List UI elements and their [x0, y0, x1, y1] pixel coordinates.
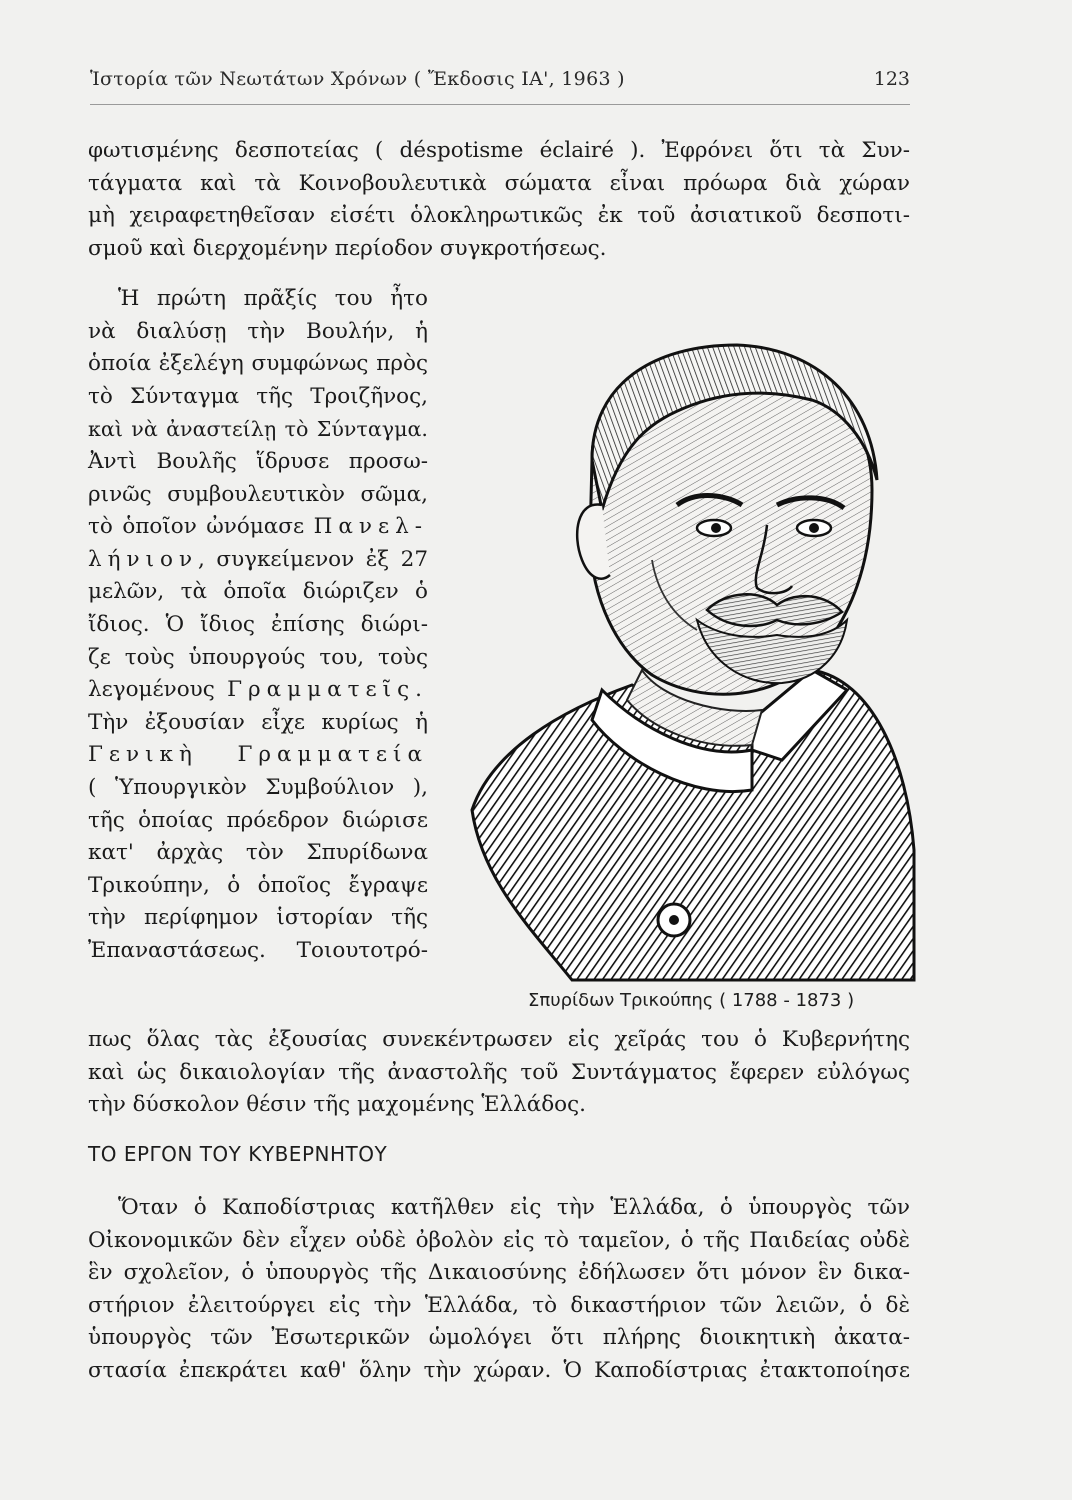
text-line: ζε τοὺς ὑπουργούς του, τοὺς [88, 644, 428, 670]
text-line [88, 544, 428, 577]
paragraph-continuation [88, 1024, 910, 1122]
text-line: Τὴν ἐξουσίαν εἶχε κυρίως ἡ [88, 709, 428, 735]
text-line: Τρικούπην, ὁ ὁποῖος ἔγραψε [88, 872, 428, 898]
spaced-term: Πανελ- [313, 514, 428, 540]
paragraph-governor-work [88, 1192, 910, 1388]
text-line [88, 511, 428, 544]
text-line: ( Ὑπουργικὸν Συμβούλιον ), [88, 774, 428, 800]
header-title: Ἱστορία τῶν Νεωτάτων Χρόνων ( Ἔκδοσις ΙΑ', 1963 ) [90, 68, 625, 90]
text-line: κατ' ἀρχὰς τὸν Σπυρίδωνα [88, 840, 428, 866]
text-line: Ἀντὶ Βουλῆς ἵδρυσε προσω- [88, 448, 428, 474]
section-heading: ΤΟ ΕΡΓΟΝ ΤΟΥ ΚΥΒΕΡΝΗΤΟΥ [88, 1142, 388, 1166]
text-line: καὶ νὰ ἀναστείλῃ τὸ Σύνταγμα. [88, 417, 428, 442]
text-line: τάγματα καὶ τὰ Κοινοβουλευτικὰ σώματα εἶναι πρόωρα διὰ χώραν [88, 170, 910, 196]
text-line: μελῶν, τὰ ὁποῖα διώριζεν ὁ [88, 579, 428, 605]
text-fragment: λεγομένους [88, 677, 215, 703]
text-line-spaced: Γενικὴ Γραμματεία [88, 742, 428, 768]
text-line: ὑπουργὸς τῶν Ἐσωτερικῶν ὡμολόγει ὅτι πλήρης διοικητικὴ ἀκατα- [88, 1325, 910, 1351]
text-line: ἓν σχολεῖον, ὁ ὑπουργὸς τῆς Δικαιοσύνης ἐδήλωσεν ὅτι μόνον ἓν δικα- [88, 1260, 910, 1286]
text-line: Ὅταν ὁ Καποδίστριας κατῆλθεν εἰς τὴν Ἑλλάδα, ὁ ὑπουργὸς τῶν [118, 1195, 910, 1220]
text-fragment: , συγκείμενον ἐξ 27 [198, 546, 428, 572]
text-line: τὸ Σύνταγμα τῆς Τροιζῆνος, [88, 383, 428, 409]
text-fragment: τὸ ὁποῖον ὠνόμασε [88, 514, 305, 540]
text-line: ἴδιος. Ὁ ἴδιος ἐπίσης διώρι- [88, 611, 428, 637]
spaced-term: λήνιον [88, 546, 199, 572]
spaced-term: Γραμματεῖς. [227, 677, 428, 703]
running-header [90, 68, 910, 105]
text-line: ὁποία ἐξελέγη συμφώνως πρὸς [88, 351, 428, 377]
text-line: νὰ διαλύσῃ τὴν Βουλήν, ἡ [88, 318, 428, 344]
paragraph-beside-portrait [88, 283, 428, 967]
text-line: καὶ ὡς δικαιολογίαν τῆς ἀναστολῆς τοῦ Συντάγματος ἔφερεν εὐλόγως [88, 1059, 910, 1085]
text-line: φωτισμένης δεσποτείας ( déspotisme éclairé ). Ἐφρόνει ὅτι τὰ Συν- [88, 138, 910, 163]
text-line: σμοῦ καὶ διερχομένην περίοδον συγκροτήσεως. [88, 235, 607, 261]
text-line: τὴν δύσκολον θέσιν τῆς μαχομένης Ἑλλάδος. [88, 1092, 586, 1118]
portrait-illustration [452, 290, 922, 985]
paragraph-intro [88, 135, 910, 265]
text-line: τῆς ὁποίας πρόεδρον διώρισε [88, 807, 428, 833]
text-line: στασία ἐπεκράτει καθ' ὅλην τὴν χώραν. Ὁ Καποδίστριας ἐτακτοποίησε [88, 1357, 910, 1383]
text-line: πως ὅλας τὰς ἐξουσίας συνεκέντρωσεν εἰς χεῖράς του ὁ Κυβερνήτης [88, 1027, 910, 1052]
text-line: Ἐπαναστάσεως. Τοιουτοτρό- [88, 937, 428, 963]
text-line [88, 674, 428, 707]
page-number: 123 [873, 68, 910, 90]
text-line: ρινῶς συμβουλευτικὸν σῶμα, [88, 481, 428, 507]
text-line: στήριον ἐλειτούργει εἰς τὴν Ἑλλάδα, τὸ δικαστήριον τῶν λειῶν, ὁ δὲ [88, 1292, 910, 1318]
text-line: τὴν περίφημον ἱστορίαν τῆς [88, 905, 428, 931]
text-line: Οἰκονομικῶν δὲν εἶχεν οὐδὲ ὀβολὸν εἰς τὸ ταμεῖον, ὁ τῆς Παιδείας οὐδὲ [88, 1227, 910, 1253]
text-line: μὴ χειραφετηθεῖσαν εἰσέτι ὁλοκληρωτικῶς ἐκ τοῦ ἀσιατικοῦ δεσποτι- [88, 203, 910, 229]
portrait-caption: Σπυρίδων Τρικούπης ( 1788 - 1873 ) [528, 990, 855, 1011]
text-line: Ἡ πρώτη πρᾶξίς του ἦτο [118, 286, 428, 311]
